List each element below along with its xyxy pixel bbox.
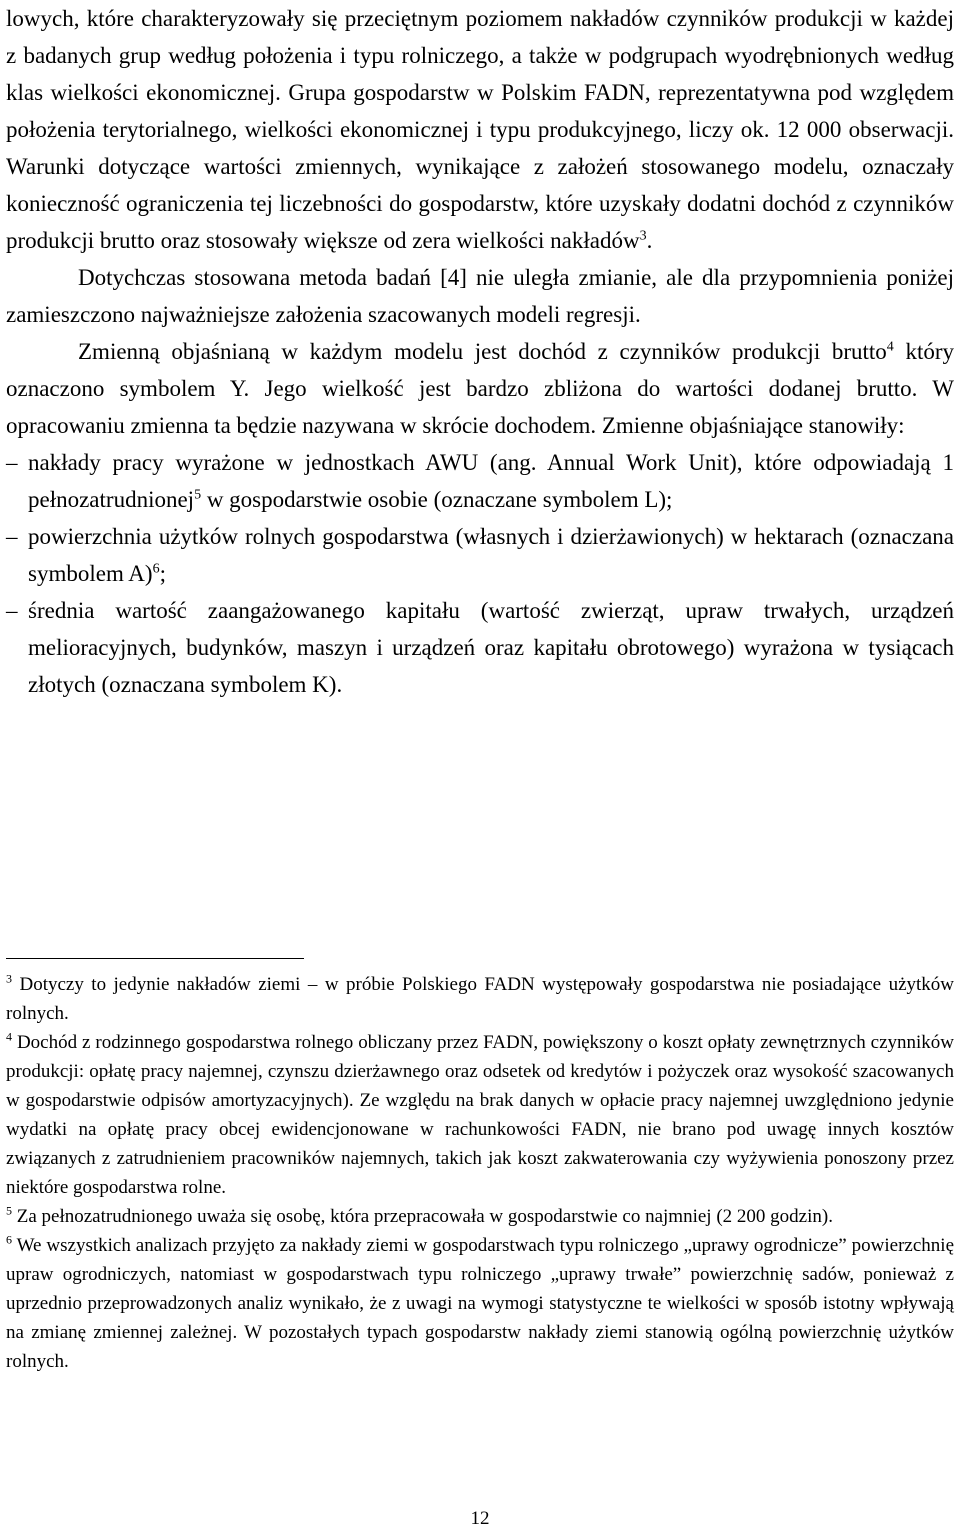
paragraph-1: lowych, które charakteryzowały się przeciętnym poziomem nakładów czynników produkcji w każdej z badanych grup według położenia i typu rolniczego, a także w podgrupach wyodrębnionych według klas wielkości ekonomicznej. Grupa gospodarstw w Polskim FADN, reprezentatywna pod względem położenia terytorialnego, wielkości ekonomicznej i typu produkcyjnego, liczy ok. 12 000 obserwacji. Warunki dotyczące wartości zmiennych, wynikające z założeń stosowanego modelu, oznaczały konieczność ograniczenia tej liczebności do gospodarstw, które uzyskały dodatni dochód z czynników produkcji brutto oraz stosowały większe od zera wielkości nakładów$^3$. — [6, 6, 954, 253]
footnote-6: $^6$ We wszystkich analizach przyjęto za nakłady ziemi w gospodarstwach typu rolniczego „uprawy ogrodnicze” powierzchnię upraw ogrodniczych, natomiast w gospodarstwach typu rolniczego „uprawy trwałe” powierzchnię sadów, ponieważ z uprzednio przeprowadzonych analiz wynikało, że z uwagi na wymogi statystyczne te wielkości w sposób istotny wpływają na zmianę zmiennej zależnej. W pozostałych typach gospodarstw nakłady ziemi stanowią ogólną powierzchnię użytków rolnych. — [6, 1232, 954, 1372]
footnotes — [6, 970, 954, 1376]
paragraph-3: Zmienną objaśnianą w każdym modelu jest dochód z czynników produkcji brutto$^4$ który oznaczono symbolem Y. Jego wielkość jest bardzo zbliżona do wartości dodanej brutto. W opracowaniu zmienna ta będzie nazywana w skrócie dochodem. Zmienne objaśniające stanowiły: — [6, 339, 954, 438]
dash-bullet: – — [6, 598, 18, 623]
footnote-ref-6[interactable]: 6 — [152, 561, 160, 577]
page-number: 12 — [470, 1508, 490, 1529]
footnote-ref-3[interactable]: 3 — [639, 228, 647, 244]
list-item-labor: – nakłady pracy wyrażone w jednostkach AWU (ang. Annual Work Unit), które odpowiadają 1 pełnozatrudnionej$^5$ w gospodarstwie osobie (oznaczane symbolem L); — [6, 444, 954, 518]
list-item-land: – powierzchnia użytków rolnych gospodarstwa (własnych i dzierżawionych) w hektarach (oznaczana symbolem A)$^6$; — [6, 518, 954, 592]
footnote-ref-5[interactable]: 5 — [194, 487, 202, 503]
footnote-ref-4[interactable]: 4 — [886, 339, 894, 355]
list-item-capital: – średnia wartość zaangażowanego kapitału (wartość zwierząt, upraw trwałych, urządzeń melioracyjnych, budynków, maszyn i urządzeń oraz kapitału obrotowego) wyrażona w tysiącach złotych (oznaczana symbolem K). — [6, 592, 954, 703]
footnote-separator — [6, 958, 304, 959]
main-text — [6, 0, 954, 703]
paragraph-2: Dotychczas stosowana metoda badań [4] nie uległa zmianie, ale dla przypomnienia poniżej zamieszczono najważniejsze założenia szacowanych modeli regresji. — [6, 265, 954, 327]
dash-bullet: – — [6, 524, 18, 549]
footnote-4: $^4$ Dochód z rodzinnego gospodarstwa rolnego obliczany przez FADN, powiększony o koszt opłaty zewnętrznych czynników produkcji: opłatę pracy najemnej, czynszu dzierżawnego oraz odsetek od kredytów i pożyczek oraz wysokość szacowanych w gospodarstwie odpisów amortyzacyjnych). Ze względu na brak danych w opłacie pracy najemnej uwzględniono jedynie wydatki na opłatę pracy obcej ewidencjonowane w rachunkowości FADN, nie brano pod uwagę innych kosztów związanych z zatrudnieniem pracowników najemnych, takich jak koszt zakwaterowania czy wyżywienia ponoszony przez niektóre gospodarstwa rolne. — [6, 1029, 955, 1198]
explanatory-variables-list — [6, 444, 954, 703]
dash-bullet: – — [6, 450, 18, 475]
page — [6, 0, 954, 1537]
footnote-5: $^5$ Za pełnozatrudnionego uważa się osobę, która przepracowała w gospodarstwie co najmniej (2 200 godzin). — [6, 1203, 833, 1227]
footnote-3: $^3$ Dotyczy to jedynie nakładów ziemi – w próbie Polskiego FADN występowały gospodarstwa nie posiadające użytków rolnych. — [6, 971, 955, 1024]
